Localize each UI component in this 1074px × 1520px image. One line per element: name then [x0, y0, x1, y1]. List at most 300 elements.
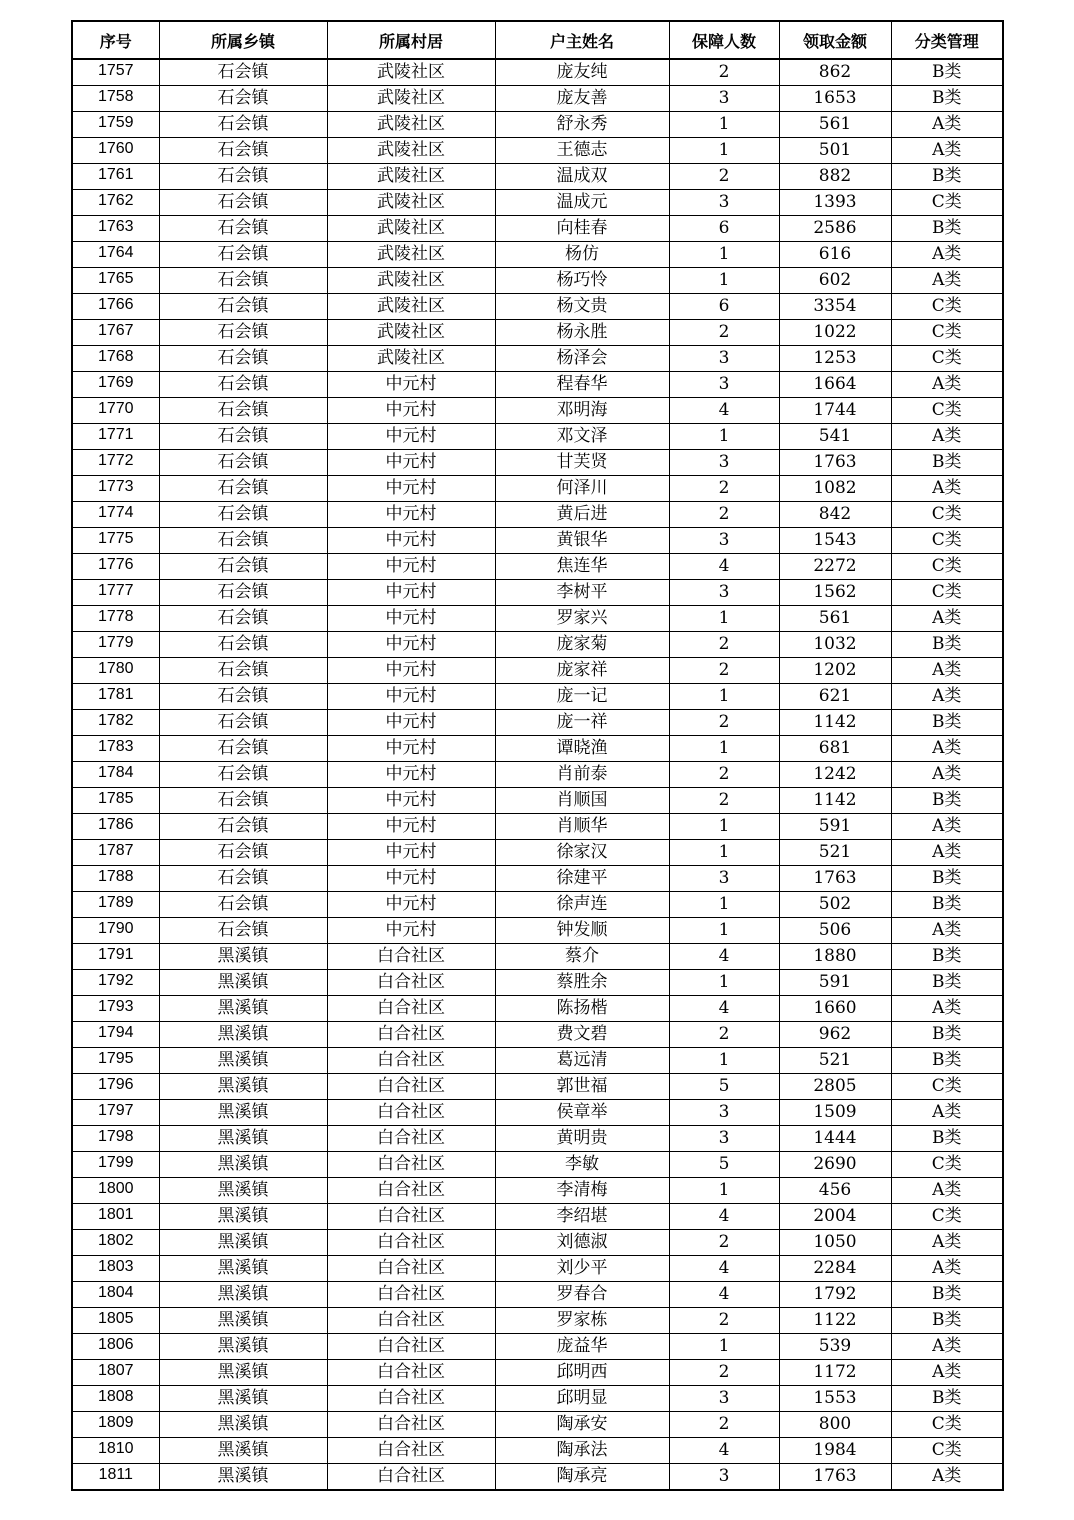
table-row	[72, 944, 1003, 970]
cell-persons: 1	[669, 268, 779, 294]
cell-amount: 842	[779, 502, 891, 528]
table-row	[72, 1074, 1003, 1100]
table-body	[72, 59, 1003, 1490]
cell-persons: 1	[669, 1048, 779, 1074]
table-row	[72, 1126, 1003, 1152]
cell-householder: 庞友纯	[495, 59, 669, 86]
cell-village: 武陵社区	[327, 216, 495, 242]
cell-category: C类	[891, 554, 1003, 580]
cell-town: 石会镇	[159, 528, 327, 554]
relief-roster-table	[71, 20, 1004, 1491]
cell-town: 石会镇	[159, 59, 327, 86]
table-row	[72, 476, 1003, 502]
table-row	[72, 1256, 1003, 1282]
cell-householder: 庞家菊	[495, 632, 669, 658]
cell-category: A类	[891, 138, 1003, 164]
cell-amount: 1553	[779, 1386, 891, 1412]
cell-householder: 徐家汉	[495, 840, 669, 866]
cell-householder: 向桂春	[495, 216, 669, 242]
header-town: 所属乡镇	[159, 21, 327, 59]
table-row	[72, 580, 1003, 606]
cell-householder: 陶承亮	[495, 1464, 669, 1491]
cell-town: 石会镇	[159, 86, 327, 112]
table-row	[72, 1022, 1003, 1048]
cell-amount: 2690	[779, 1152, 891, 1178]
cell-seq: 1789	[72, 892, 159, 918]
cell-persons: 4	[669, 1256, 779, 1282]
cell-category: A类	[891, 242, 1003, 268]
cell-category: A类	[891, 736, 1003, 762]
table-row	[72, 684, 1003, 710]
table-row	[72, 1412, 1003, 1438]
cell-village: 中元村	[327, 476, 495, 502]
cell-seq: 1760	[72, 138, 159, 164]
cell-category: C类	[891, 398, 1003, 424]
cell-town: 黑溪镇	[159, 1152, 327, 1178]
table-row	[72, 242, 1003, 268]
cell-persons: 1	[669, 814, 779, 840]
cell-amount: 1744	[779, 398, 891, 424]
cell-seq: 1798	[72, 1126, 159, 1152]
cell-town: 黑溪镇	[159, 1282, 327, 1308]
cell-village: 中元村	[327, 762, 495, 788]
cell-town: 黑溪镇	[159, 1048, 327, 1074]
cell-householder: 葛远清	[495, 1048, 669, 1074]
cell-seq: 1782	[72, 710, 159, 736]
cell-seq: 1758	[72, 86, 159, 112]
cell-amount: 962	[779, 1022, 891, 1048]
cell-householder: 罗家栋	[495, 1308, 669, 1334]
cell-village: 中元村	[327, 918, 495, 944]
cell-category: B类	[891, 1126, 1003, 1152]
table-row	[72, 268, 1003, 294]
cell-householder: 甘芙贤	[495, 450, 669, 476]
cell-town: 石会镇	[159, 606, 327, 632]
cell-village: 中元村	[327, 892, 495, 918]
cell-persons: 2	[669, 1308, 779, 1334]
cell-persons: 1	[669, 970, 779, 996]
cell-seq: 1774	[72, 502, 159, 528]
cell-persons: 2	[669, 1360, 779, 1386]
cell-town: 黑溪镇	[159, 1126, 327, 1152]
cell-amount: 1142	[779, 710, 891, 736]
cell-amount: 1202	[779, 658, 891, 684]
cell-persons: 1	[669, 840, 779, 866]
cell-village: 武陵社区	[327, 242, 495, 268]
cell-seq: 1781	[72, 684, 159, 710]
table-row	[72, 1386, 1003, 1412]
cell-persons: 4	[669, 1438, 779, 1464]
cell-householder: 杨巧怜	[495, 268, 669, 294]
cell-persons: 1	[669, 1334, 779, 1360]
cell-town: 石会镇	[159, 190, 327, 216]
cell-householder: 郭世福	[495, 1074, 669, 1100]
cell-householder: 李绍堪	[495, 1204, 669, 1230]
cell-amount: 1032	[779, 632, 891, 658]
cell-householder: 蔡胜余	[495, 970, 669, 996]
cell-category: B类	[891, 632, 1003, 658]
cell-town: 石会镇	[159, 320, 327, 346]
cell-category: C类	[891, 320, 1003, 346]
cell-category: A类	[891, 1334, 1003, 1360]
cell-amount: 521	[779, 840, 891, 866]
cell-seq: 1786	[72, 814, 159, 840]
cell-amount: 1444	[779, 1126, 891, 1152]
table-row	[72, 1360, 1003, 1386]
cell-persons: 2	[669, 476, 779, 502]
cell-category: C类	[891, 502, 1003, 528]
cell-amount: 862	[779, 59, 891, 86]
cell-town: 石会镇	[159, 476, 327, 502]
cell-category: B类	[891, 86, 1003, 112]
cell-seq: 1767	[72, 320, 159, 346]
cell-persons: 2	[669, 762, 779, 788]
cell-category: C类	[891, 528, 1003, 554]
table-row	[72, 736, 1003, 762]
cell-category: B类	[891, 970, 1003, 996]
cell-householder: 温成双	[495, 164, 669, 190]
cell-category: C类	[891, 580, 1003, 606]
cell-village: 白合社区	[327, 970, 495, 996]
table-row	[72, 320, 1003, 346]
cell-amount: 1509	[779, 1100, 891, 1126]
cell-persons: 2	[669, 164, 779, 190]
cell-persons: 3	[669, 450, 779, 476]
cell-amount: 561	[779, 112, 891, 138]
cell-category: C类	[891, 1412, 1003, 1438]
cell-seq: 1773	[72, 476, 159, 502]
cell-town: 黑溪镇	[159, 1360, 327, 1386]
cell-category: A类	[891, 424, 1003, 450]
cell-town: 黑溪镇	[159, 1334, 327, 1360]
cell-town: 石会镇	[159, 216, 327, 242]
cell-persons: 1	[669, 918, 779, 944]
table-row	[72, 190, 1003, 216]
cell-village: 白合社区	[327, 1256, 495, 1282]
cell-seq: 1764	[72, 242, 159, 268]
table-row	[72, 892, 1003, 918]
cell-village: 中元村	[327, 814, 495, 840]
cell-seq: 1778	[72, 606, 159, 632]
cell-amount: 3354	[779, 294, 891, 320]
cell-category: A类	[891, 1464, 1003, 1491]
cell-village: 中元村	[327, 528, 495, 554]
cell-amount: 521	[779, 1048, 891, 1074]
cell-seq: 1775	[72, 528, 159, 554]
cell-seq: 1792	[72, 970, 159, 996]
cell-village: 武陵社区	[327, 164, 495, 190]
cell-village: 武陵社区	[327, 294, 495, 320]
cell-village: 白合社区	[327, 1282, 495, 1308]
cell-town: 石会镇	[159, 346, 327, 372]
cell-amount: 1792	[779, 1282, 891, 1308]
cell-category: C类	[891, 294, 1003, 320]
table-row	[72, 1464, 1003, 1491]
cell-category: B类	[891, 1048, 1003, 1074]
cell-town: 黑溪镇	[159, 970, 327, 996]
cell-village: 中元村	[327, 658, 495, 684]
cell-amount: 1142	[779, 788, 891, 814]
cell-amount: 1763	[779, 866, 891, 892]
cell-village: 武陵社区	[327, 268, 495, 294]
cell-village: 白合社区	[327, 1100, 495, 1126]
cell-category: A类	[891, 268, 1003, 294]
cell-seq: 1802	[72, 1230, 159, 1256]
cell-town: 石会镇	[159, 580, 327, 606]
cell-amount: 1880	[779, 944, 891, 970]
cell-seq: 1763	[72, 216, 159, 242]
cell-category: C类	[891, 1152, 1003, 1178]
cell-amount: 1393	[779, 190, 891, 216]
table-row	[72, 346, 1003, 372]
cell-persons: 3	[669, 1386, 779, 1412]
table-row	[72, 294, 1003, 320]
cell-householder: 肖前泰	[495, 762, 669, 788]
cell-town: 石会镇	[159, 918, 327, 944]
table-row	[72, 1100, 1003, 1126]
cell-category: A类	[891, 112, 1003, 138]
cell-village: 中元村	[327, 866, 495, 892]
cell-householder: 费文碧	[495, 1022, 669, 1048]
cell-town: 石会镇	[159, 424, 327, 450]
cell-town: 石会镇	[159, 164, 327, 190]
cell-seq: 1800	[72, 1178, 159, 1204]
cell-seq: 1787	[72, 840, 159, 866]
cell-village: 白合社区	[327, 1334, 495, 1360]
cell-householder: 徐声连	[495, 892, 669, 918]
cell-village: 中元村	[327, 632, 495, 658]
cell-town: 石会镇	[159, 762, 327, 788]
cell-amount: 1984	[779, 1438, 891, 1464]
cell-persons: 2	[669, 632, 779, 658]
table-row	[72, 554, 1003, 580]
table-row	[72, 1308, 1003, 1334]
cell-seq: 1805	[72, 1308, 159, 1334]
cell-householder: 庞一祥	[495, 710, 669, 736]
cell-category: B类	[891, 216, 1003, 242]
cell-village: 白合社区	[327, 1386, 495, 1412]
table-row	[72, 658, 1003, 684]
cell-householder: 黄后进	[495, 502, 669, 528]
cell-amount: 591	[779, 814, 891, 840]
cell-persons: 3	[669, 190, 779, 216]
cell-amount: 539	[779, 1334, 891, 1360]
cell-category: A类	[891, 658, 1003, 684]
header-seq: 序号	[72, 21, 159, 59]
cell-village: 白合社区	[327, 1152, 495, 1178]
cell-persons: 1	[669, 242, 779, 268]
cell-householder: 李敏	[495, 1152, 669, 1178]
cell-persons: 1	[669, 1178, 779, 1204]
table-row	[72, 814, 1003, 840]
cell-amount: 2586	[779, 216, 891, 242]
cell-village: 武陵社区	[327, 346, 495, 372]
cell-persons: 2	[669, 1022, 779, 1048]
cell-amount: 616	[779, 242, 891, 268]
cell-village: 中元村	[327, 424, 495, 450]
cell-householder: 刘德淑	[495, 1230, 669, 1256]
cell-category: B类	[891, 944, 1003, 970]
cell-householder: 邱明显	[495, 1386, 669, 1412]
cell-seq: 1797	[72, 1100, 159, 1126]
cell-town: 黑溪镇	[159, 1074, 327, 1100]
cell-persons: 3	[669, 346, 779, 372]
cell-town: 黑溪镇	[159, 1100, 327, 1126]
cell-householder: 邱明西	[495, 1360, 669, 1386]
cell-seq: 1770	[72, 398, 159, 424]
cell-householder: 庞家祥	[495, 658, 669, 684]
cell-village: 白合社区	[327, 1048, 495, 1074]
cell-village: 中元村	[327, 554, 495, 580]
header-amount: 领取金额	[779, 21, 891, 59]
cell-seq: 1804	[72, 1282, 159, 1308]
table-row	[72, 606, 1003, 632]
cell-seq: 1803	[72, 1256, 159, 1282]
cell-village: 中元村	[327, 788, 495, 814]
cell-town: 黑溪镇	[159, 1308, 327, 1334]
table-row	[72, 164, 1003, 190]
cell-category: A类	[891, 918, 1003, 944]
cell-category: A类	[891, 1100, 1003, 1126]
cell-persons: 3	[669, 528, 779, 554]
table-row	[72, 1438, 1003, 1464]
cell-town: 石会镇	[159, 242, 327, 268]
cell-persons: 6	[669, 294, 779, 320]
cell-seq: 1810	[72, 1438, 159, 1464]
cell-householder: 陶承安	[495, 1412, 669, 1438]
cell-householder: 杨文贵	[495, 294, 669, 320]
cell-persons: 3	[669, 86, 779, 112]
cell-persons: 5	[669, 1152, 779, 1178]
cell-town: 石会镇	[159, 684, 327, 710]
cell-householder: 黄银华	[495, 528, 669, 554]
cell-town: 石会镇	[159, 112, 327, 138]
cell-village: 武陵社区	[327, 86, 495, 112]
cell-persons: 1	[669, 424, 779, 450]
cell-town: 石会镇	[159, 398, 327, 424]
cell-seq: 1780	[72, 658, 159, 684]
cell-seq: 1795	[72, 1048, 159, 1074]
cell-householder: 李清梅	[495, 1178, 669, 1204]
cell-seq: 1811	[72, 1464, 159, 1491]
table-row	[72, 112, 1003, 138]
cell-seq: 1783	[72, 736, 159, 762]
cell-amount: 2004	[779, 1204, 891, 1230]
cell-category: B类	[891, 788, 1003, 814]
cell-householder: 陶承法	[495, 1438, 669, 1464]
cell-persons: 6	[669, 216, 779, 242]
cell-householder: 邓文泽	[495, 424, 669, 450]
cell-village: 白合社区	[327, 1464, 495, 1491]
cell-persons: 3	[669, 1126, 779, 1152]
cell-seq: 1759	[72, 112, 159, 138]
cell-seq: 1768	[72, 346, 159, 372]
cell-village: 白合社区	[327, 1204, 495, 1230]
cell-amount: 882	[779, 164, 891, 190]
cell-persons: 4	[669, 554, 779, 580]
cell-persons: 3	[669, 372, 779, 398]
cell-town: 石会镇	[159, 840, 327, 866]
cell-persons: 4	[669, 944, 779, 970]
cell-town: 石会镇	[159, 502, 327, 528]
cell-village: 中元村	[327, 372, 495, 398]
cell-village: 白合社区	[327, 1360, 495, 1386]
table-header	[72, 21, 1003, 59]
cell-seq: 1791	[72, 944, 159, 970]
cell-amount: 621	[779, 684, 891, 710]
cell-persons: 4	[669, 398, 779, 424]
cell-seq: 1806	[72, 1334, 159, 1360]
cell-town: 黑溪镇	[159, 1178, 327, 1204]
table-row	[72, 1204, 1003, 1230]
table-row	[72, 398, 1003, 424]
cell-householder: 程春华	[495, 372, 669, 398]
cell-town: 石会镇	[159, 658, 327, 684]
cell-category: A类	[891, 1360, 1003, 1386]
cell-village: 武陵社区	[327, 320, 495, 346]
cell-category: A类	[891, 1230, 1003, 1256]
cell-village: 中元村	[327, 840, 495, 866]
cell-seq: 1771	[72, 424, 159, 450]
cell-householder: 邓明海	[495, 398, 669, 424]
table-row	[72, 424, 1003, 450]
cell-village: 白合社区	[327, 1438, 495, 1464]
cell-category: B类	[891, 59, 1003, 86]
header-category: 分类管理	[891, 21, 1003, 59]
cell-seq: 1801	[72, 1204, 159, 1230]
cell-persons: 5	[669, 1074, 779, 1100]
cell-persons: 2	[669, 710, 779, 736]
cell-householder: 侯章举	[495, 1100, 669, 1126]
header-householder: 户主姓名	[495, 21, 669, 59]
cell-category: B类	[891, 1282, 1003, 1308]
table-row	[72, 138, 1003, 164]
cell-seq: 1765	[72, 268, 159, 294]
cell-householder: 罗春合	[495, 1282, 669, 1308]
header-village: 所属村居	[327, 21, 495, 59]
cell-town: 黑溪镇	[159, 1230, 327, 1256]
cell-village: 白合社区	[327, 1126, 495, 1152]
cell-householder: 刘少平	[495, 1256, 669, 1282]
cell-village: 武陵社区	[327, 138, 495, 164]
cell-town: 石会镇	[159, 710, 327, 736]
cell-amount: 1050	[779, 1230, 891, 1256]
cell-amount: 1082	[779, 476, 891, 502]
cell-persons: 4	[669, 996, 779, 1022]
cell-persons: 2	[669, 320, 779, 346]
cell-amount: 1172	[779, 1360, 891, 1386]
cell-amount: 541	[779, 424, 891, 450]
cell-householder: 钟发顺	[495, 918, 669, 944]
cell-amount: 2284	[779, 1256, 891, 1282]
cell-seq: 1761	[72, 164, 159, 190]
cell-seq: 1777	[72, 580, 159, 606]
cell-amount: 502	[779, 892, 891, 918]
cell-village: 白合社区	[327, 1022, 495, 1048]
cell-village: 白合社区	[327, 996, 495, 1022]
table-row	[72, 632, 1003, 658]
cell-householder: 何泽川	[495, 476, 669, 502]
cell-amount: 800	[779, 1412, 891, 1438]
cell-town: 黑溪镇	[159, 1464, 327, 1491]
cell-householder: 杨永胜	[495, 320, 669, 346]
cell-category: B类	[891, 710, 1003, 736]
cell-seq: 1769	[72, 372, 159, 398]
cell-seq: 1809	[72, 1412, 159, 1438]
cell-village: 中元村	[327, 710, 495, 736]
cell-town: 石会镇	[159, 892, 327, 918]
cell-village: 白合社区	[327, 944, 495, 970]
